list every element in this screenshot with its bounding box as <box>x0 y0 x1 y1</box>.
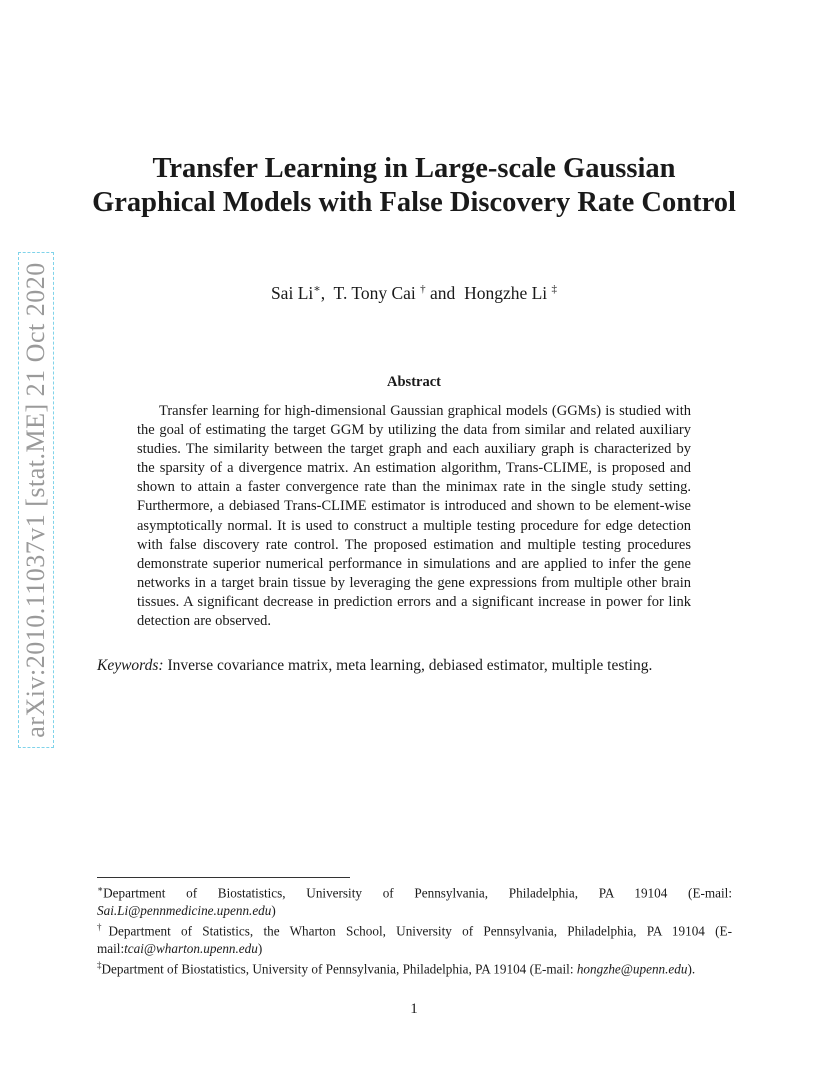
page-number: 1 <box>410 1001 418 1017</box>
keywords <box>97 656 737 676</box>
author-hongzhe-li: Hongzhe Li <box>464 282 548 303</box>
footnote-2 <box>97 919 732 957</box>
arxiv-stamp: arXiv:2010.11037v1 [stat.ME] 21 Oct 2020 <box>21 262 50 738</box>
footnotes <box>97 881 732 978</box>
footnote-mark: ∗ <box>97 884 104 894</box>
footnote-email: tcai@wharton.upenn.edu <box>124 940 258 956</box>
footnote-text: Department of Statistics, the Wharton School, University of Pennsylvania, Philadelphia, PA 19104 (E-mail: <box>97 923 733 956</box>
keywords-text: Inverse covariance matrix, meta learning, debiased estimator, multiple testing. <box>167 657 653 674</box>
author-sai-li: Sai Li <box>270 282 314 303</box>
footnote-text: Department of Biostatistics, University of Pennsylvania, Philadelphia, PA 19104 (E-mail: <box>103 885 732 901</box>
author-mark-3: ‡ <box>551 283 558 295</box>
abstract-text: Transfer learning for high-dimensional Gaussian graphical models (GGMs) is studied with the goal of estimating the target GGM by utilizing the data from similar and related auxiliary studies. The similarity between the target graph and each auxiliary graph is characterized by the sparsity of a divergence matrix. An estimation algorithm, Trans-CLIME, is proposed and shown to attain a faster convergence rate than the minimax rate in the single study setting. Furthermore, a debiased Trans-CLIME estimator is introduced and shown to be element-wise asymptotically normal. It is used to construct a multiple testing procedure for edge detection with false discovery rate control. The proposed estimation and multiple testing procedures demonstrate superior numerical performance in simulations and are applied to infer the gene networks in a target brain tissue by leveraging the gene expressions from multiple other brain tissues. A significant decrease in prediction errors and a significant increase in power for link detection are observed. <box>137 403 691 630</box>
footnote-rule <box>97 877 350 878</box>
author-tony-cai: T. Tony Cai <box>333 282 416 303</box>
author-line: Sai Li∗, T. Tony Cai † and Hongzhe Li ‡ <box>270 282 558 303</box>
keywords-label: Keywords: <box>97 657 164 674</box>
author-mark-1: ∗ <box>313 283 321 295</box>
footnote-mark: ‡ <box>97 959 102 970</box>
footnote-mark: † <box>97 921 109 932</box>
footnote-email: Sai.Li@pennmedicine.upenn.edu <box>97 902 272 918</box>
footnote-text: Department of Biostatistics, University of Pennsylvania, Philadelphia, PA 19104 (E-mail: <box>101 961 577 977</box>
abstract-heading: Abstract <box>387 374 441 390</box>
footnote-tail: ) <box>257 940 263 956</box>
paper-title: Transfer Learning in Large-scale Gaussian Graphical Models with False Discovery Rate Control <box>92 153 736 218</box>
footnote-1 <box>97 881 732 919</box>
author-conjunction: and <box>430 282 456 303</box>
footnote-tail: ) <box>271 902 276 918</box>
footnote-email: hongzhe@upenn.edu <box>576 961 688 977</box>
footnote-tail: ). <box>687 961 696 977</box>
author-mark-2: † <box>420 283 426 295</box>
footnote-3 <box>97 957 732 978</box>
